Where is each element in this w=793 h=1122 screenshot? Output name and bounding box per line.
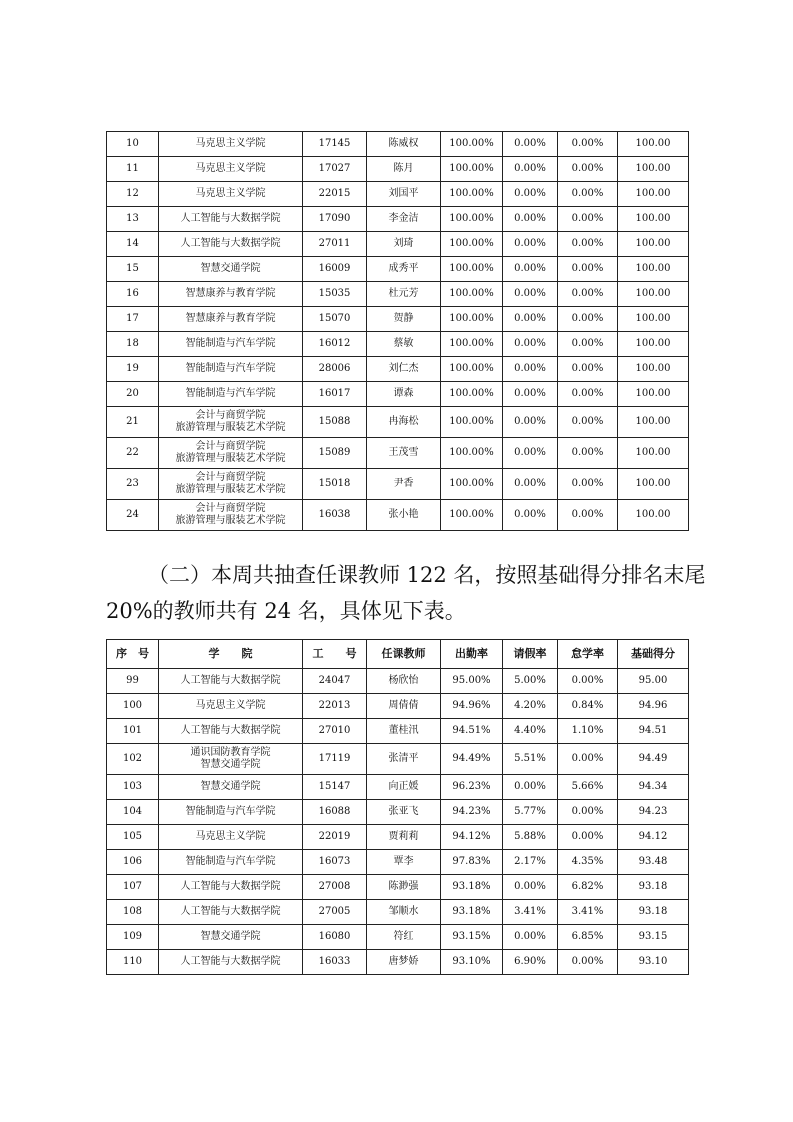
cell-leave-rate: 4.40% — [503, 719, 558, 744]
cell-leave-rate: 5.77% — [503, 800, 558, 825]
cell-teacher-name: 张亚飞 — [367, 800, 441, 825]
cell-teacher-name: 陈渺强 — [367, 875, 441, 900]
cell-teacher-name: 贺静 — [367, 307, 441, 332]
header-absence-rate: 怠学率 — [558, 640, 618, 669]
cell-absence-rate: 0.00% — [558, 382, 618, 407]
cell-teacher-name: 邹顺水 — [367, 900, 441, 925]
cell-serial-no: 11 — [107, 157, 159, 182]
cell-serial-no: 99 — [107, 669, 159, 694]
cell-leave-rate: 0.00% — [503, 207, 558, 232]
cell-base-score: 94.49 — [618, 744, 689, 775]
table-row — [107, 500, 689, 531]
cell-base-score: 100.00 — [618, 469, 689, 500]
cell-base-score: 94.23 — [618, 800, 689, 825]
table-row — [107, 719, 689, 744]
cell-attendance-rate: 93.10% — [441, 950, 503, 975]
cell-base-score: 100.00 — [618, 207, 689, 232]
cell-base-score: 93.48 — [618, 850, 689, 875]
cell-staff-id: 16088 — [303, 800, 367, 825]
cell-serial-no: 12 — [107, 182, 159, 207]
cell-teacher-name: 刘仁杰 — [367, 357, 441, 382]
cell-absence-rate: 0.00% — [558, 332, 618, 357]
college-line: 人工智能与大数据学院 — [180, 725, 281, 736]
table-row — [107, 438, 689, 469]
table-row — [107, 875, 689, 900]
cell-serial-no: 16 — [107, 282, 159, 307]
cell-serial-no: 108 — [107, 900, 159, 925]
cell-absence-rate: 6.82% — [558, 875, 618, 900]
cell-attendance-rate: 100.00% — [441, 469, 503, 500]
cell-attendance-rate: 100.00% — [441, 132, 503, 157]
cell-absence-rate: 0.00% — [558, 825, 618, 850]
cell-leave-rate: 0.00% — [503, 925, 558, 950]
cell-staff-id: 17027 — [303, 157, 367, 182]
cell-teacher-name: 谭森 — [367, 382, 441, 407]
cell-college — [159, 719, 303, 744]
cell-staff-id: 17145 — [303, 132, 367, 157]
cell-college — [159, 157, 303, 182]
cell-absence-rate: 0.00% — [558, 232, 618, 257]
cell-leave-rate: 0.00% — [503, 282, 558, 307]
cell-attendance-rate: 100.00% — [441, 382, 503, 407]
college-line: 会计与商贸学院 — [195, 472, 266, 483]
cell-staff-id: 27010 — [303, 719, 367, 744]
table-row — [107, 382, 689, 407]
table-row — [107, 825, 689, 850]
college-line: 旅游管理与服装艺术学院 — [175, 422, 286, 433]
table-row — [107, 357, 689, 382]
college-line: 智慧康养与教育学院 — [185, 313, 276, 324]
table-row — [107, 157, 689, 182]
college-line: 会计与商贸学院 — [195, 441, 266, 452]
cell-college — [159, 307, 303, 332]
cell-teacher-name: 陈威权 — [367, 132, 441, 157]
cell-teacher-name: 张清平 — [367, 744, 441, 775]
college-line: 智能制造与汽车学院 — [185, 363, 276, 374]
college-line: 智慧交通学院 — [200, 263, 261, 274]
cell-absence-rate: 0.00% — [558, 132, 618, 157]
cell-college — [159, 382, 303, 407]
cell-attendance-rate: 100.00% — [441, 332, 503, 357]
cell-college — [159, 407, 303, 438]
cell-teacher-name: 覃李 — [367, 850, 441, 875]
cell-staff-id: 17090 — [303, 207, 367, 232]
cell-teacher-name: 蔡敏 — [367, 332, 441, 357]
cell-attendance-rate: 100.00% — [441, 407, 503, 438]
cell-serial-no: 18 — [107, 332, 159, 357]
cell-serial-no: 17 — [107, 307, 159, 332]
teacher-table-bottom — [106, 639, 689, 975]
header-base-score: 基础得分 — [618, 640, 689, 669]
table-row — [107, 669, 689, 694]
cell-teacher-name: 刘国平 — [367, 182, 441, 207]
college-line: 旅游管理与服装艺术学院 — [175, 484, 286, 495]
cell-staff-id: 22013 — [303, 694, 367, 719]
cell-college — [159, 357, 303, 382]
college-line: 人工智能与大数据学院 — [180, 238, 281, 249]
cell-serial-no: 109 — [107, 925, 159, 950]
cell-staff-id: 27005 — [303, 900, 367, 925]
cell-teacher-name: 杨欣怡 — [367, 669, 441, 694]
cell-serial-no: 102 — [107, 744, 159, 775]
cell-staff-id: 27008 — [303, 875, 367, 900]
cell-teacher-name: 杜元芳 — [367, 282, 441, 307]
cell-attendance-rate: 100.00% — [441, 257, 503, 282]
cell-leave-rate: 5.00% — [503, 669, 558, 694]
cell-leave-rate: 0.00% — [503, 407, 558, 438]
cell-leave-rate: 6.90% — [503, 950, 558, 975]
cell-base-score: 100.00 — [618, 257, 689, 282]
cell-attendance-rate: 94.51% — [441, 719, 503, 744]
cell-base-score: 100.00 — [618, 332, 689, 357]
cell-absence-rate: 0.00% — [558, 307, 618, 332]
cell-college — [159, 282, 303, 307]
cell-staff-id: 17119 — [303, 744, 367, 775]
college-line: 人工智能与大数据学院 — [180, 956, 281, 967]
cell-staff-id: 22015 — [303, 182, 367, 207]
header-attendance-rate: 出勤率 — [441, 640, 503, 669]
cell-college — [159, 744, 303, 775]
college-line: 马克思主义学院 — [195, 138, 266, 149]
cell-leave-rate: 0.00% — [503, 307, 558, 332]
cell-staff-id: 16012 — [303, 332, 367, 357]
cell-absence-rate: 0.00% — [558, 469, 618, 500]
cell-base-score: 93.18 — [618, 875, 689, 900]
cell-leave-rate: 0.00% — [503, 232, 558, 257]
college-line: 智慧交通学院 — [200, 759, 261, 770]
teacher-table-top — [106, 131, 689, 531]
cell-college — [159, 800, 303, 825]
table-row — [107, 207, 689, 232]
cell-absence-rate: 0.00% — [558, 438, 618, 469]
cell-base-score: 100.00 — [618, 500, 689, 531]
college-line: 马克思主义学院 — [195, 163, 266, 174]
cell-absence-rate: 0.00% — [558, 257, 618, 282]
cell-staff-id: 15035 — [303, 282, 367, 307]
college-line: 马克思主义学院 — [195, 831, 266, 842]
cell-leave-rate: 0.00% — [503, 469, 558, 500]
cell-serial-no: 100 — [107, 694, 159, 719]
cell-base-score: 100.00 — [618, 438, 689, 469]
cell-attendance-rate: 100.00% — [441, 438, 503, 469]
cell-college — [159, 232, 303, 257]
cell-staff-id: 15018 — [303, 469, 367, 500]
cell-leave-rate: 0.00% — [503, 875, 558, 900]
cell-base-score: 100.00 — [618, 182, 689, 207]
table-row — [107, 744, 689, 775]
cell-college — [159, 182, 303, 207]
cell-attendance-rate: 100.00% — [441, 282, 503, 307]
cell-attendance-rate: 95.00% — [441, 669, 503, 694]
cell-staff-id: 15070 — [303, 307, 367, 332]
cell-absence-rate: 0.84% — [558, 694, 618, 719]
cell-leave-rate: 2.17% — [503, 850, 558, 875]
cell-teacher-name: 符红 — [367, 925, 441, 950]
college-line: 会计与商贸学院 — [195, 410, 266, 421]
cell-college — [159, 332, 303, 357]
cell-attendance-rate: 94.12% — [441, 825, 503, 850]
table-row — [107, 132, 689, 157]
cell-leave-rate: 0.00% — [503, 132, 558, 157]
cell-attendance-rate: 97.83% — [441, 850, 503, 875]
cell-college — [159, 500, 303, 531]
college-line: 智慧交通学院 — [200, 781, 261, 792]
cell-teacher-name: 李金洁 — [367, 207, 441, 232]
cell-absence-rate: 0.00% — [558, 800, 618, 825]
cell-teacher-name: 刘琦 — [367, 232, 441, 257]
table-row — [107, 775, 689, 800]
cell-serial-no: 22 — [107, 438, 159, 469]
header-serial-no: 序 号 — [107, 640, 159, 669]
summary-paragraph-line-1: （二）本周共抽查任课教师 122 名，按照基础得分排名末尾 — [148, 563, 706, 587]
college-line: 旅游管理与服装艺术学院 — [175, 453, 286, 464]
teacher-table-bottom-body — [107, 669, 689, 975]
cell-college — [159, 950, 303, 975]
cell-college — [159, 875, 303, 900]
cell-staff-id: 16033 — [303, 950, 367, 975]
cell-absence-rate: 1.10% — [558, 719, 618, 744]
table-row — [107, 232, 689, 257]
cell-leave-rate: 5.88% — [503, 825, 558, 850]
cell-leave-rate: 4.20% — [503, 694, 558, 719]
college-line: 智能制造与汽车学院 — [185, 388, 276, 399]
cell-teacher-name: 唐梦娇 — [367, 950, 441, 975]
table-row — [107, 694, 689, 719]
cell-college — [159, 669, 303, 694]
cell-base-score: 93.15 — [618, 925, 689, 950]
cell-staff-id: 22019 — [303, 825, 367, 850]
cell-college — [159, 850, 303, 875]
cell-leave-rate: 0.00% — [503, 357, 558, 382]
table-row — [107, 950, 689, 975]
cell-base-score: 100.00 — [618, 157, 689, 182]
cell-serial-no: 105 — [107, 825, 159, 850]
cell-attendance-rate: 94.96% — [441, 694, 503, 719]
college-line: 智能制造与汽车学院 — [185, 338, 276, 349]
cell-attendance-rate: 93.15% — [441, 925, 503, 950]
cell-staff-id: 16009 — [303, 257, 367, 282]
table-row — [107, 282, 689, 307]
table-row — [107, 850, 689, 875]
header-staff-id: 工 号 — [303, 640, 367, 669]
cell-leave-rate: 0.00% — [503, 257, 558, 282]
table-row — [107, 407, 689, 438]
cell-staff-id: 16038 — [303, 500, 367, 531]
table-row — [107, 332, 689, 357]
cell-leave-rate: 0.00% — [503, 157, 558, 182]
cell-absence-rate: 5.66% — [558, 775, 618, 800]
cell-absence-rate: 3.41% — [558, 900, 618, 925]
cell-serial-no: 20 — [107, 382, 159, 407]
cell-absence-rate: 0.00% — [558, 744, 618, 775]
college-line: 马克思主义学院 — [195, 700, 266, 711]
cell-teacher-name: 贾莉莉 — [367, 825, 441, 850]
teacher-table-top-body — [107, 132, 689, 531]
cell-college — [159, 694, 303, 719]
cell-absence-rate: 0.00% — [558, 282, 618, 307]
cell-serial-no: 24 — [107, 500, 159, 531]
table-row — [107, 800, 689, 825]
cell-teacher-name: 董桂汛 — [367, 719, 441, 744]
cell-college — [159, 775, 303, 800]
cell-staff-id: 16080 — [303, 925, 367, 950]
cell-base-score: 100.00 — [618, 132, 689, 157]
header-college: 学 院 — [159, 640, 303, 669]
cell-serial-no: 14 — [107, 232, 159, 257]
cell-leave-rate: 5.51% — [503, 744, 558, 775]
cell-base-score: 100.00 — [618, 382, 689, 407]
cell-teacher-name: 冉海松 — [367, 407, 441, 438]
cell-college — [159, 132, 303, 157]
cell-staff-id: 28006 — [303, 357, 367, 382]
cell-base-score: 94.12 — [618, 825, 689, 850]
cell-attendance-rate: 94.23% — [441, 800, 503, 825]
cell-absence-rate: 6.85% — [558, 925, 618, 950]
college-line: 人工智能与大数据学院 — [180, 675, 281, 686]
cell-attendance-rate: 100.00% — [441, 182, 503, 207]
cell-teacher-name: 陈月 — [367, 157, 441, 182]
cell-base-score: 94.96 — [618, 694, 689, 719]
table-row — [107, 469, 689, 500]
cell-college — [159, 257, 303, 282]
cell-base-score: 100.00 — [618, 232, 689, 257]
table-row — [107, 900, 689, 925]
cell-attendance-rate: 100.00% — [441, 157, 503, 182]
header-leave-rate: 请假率 — [503, 640, 558, 669]
cell-serial-no: 110 — [107, 950, 159, 975]
cell-staff-id: 27011 — [303, 232, 367, 257]
cell-serial-no: 101 — [107, 719, 159, 744]
cell-college — [159, 825, 303, 850]
cell-base-score: 93.10 — [618, 950, 689, 975]
cell-leave-rate: 0.00% — [503, 332, 558, 357]
cell-absence-rate: 0.00% — [558, 669, 618, 694]
cell-base-score: 100.00 — [618, 282, 689, 307]
cell-staff-id: 16017 — [303, 382, 367, 407]
cell-attendance-rate: 100.00% — [441, 232, 503, 257]
cell-absence-rate: 0.00% — [558, 500, 618, 531]
cell-staff-id: 15089 — [303, 438, 367, 469]
cell-absence-rate: 0.00% — [558, 182, 618, 207]
college-line: 会计与商贸学院 — [195, 503, 266, 514]
college-line: 马克思主义学院 — [195, 188, 266, 199]
cell-base-score: 100.00 — [618, 407, 689, 438]
college-line: 智能制造与汽车学院 — [185, 806, 276, 817]
cell-staff-id: 15088 — [303, 407, 367, 438]
cell-teacher-name: 王茂雪 — [367, 438, 441, 469]
cell-leave-rate: 0.00% — [503, 182, 558, 207]
cell-leave-rate: 0.00% — [503, 500, 558, 531]
cell-leave-rate: 0.00% — [503, 382, 558, 407]
cell-serial-no: 104 — [107, 800, 159, 825]
cell-attendance-rate: 94.49% — [441, 744, 503, 775]
cell-attendance-rate: 93.18% — [441, 875, 503, 900]
cell-staff-id: 24047 — [303, 669, 367, 694]
cell-base-score: 100.00 — [618, 357, 689, 382]
cell-serial-no: 19 — [107, 357, 159, 382]
cell-serial-no: 21 — [107, 407, 159, 438]
cell-serial-no: 23 — [107, 469, 159, 500]
college-line: 人工智能与大数据学院 — [180, 213, 281, 224]
table-row — [107, 307, 689, 332]
cell-absence-rate: 4.35% — [558, 850, 618, 875]
cell-base-score: 93.18 — [618, 900, 689, 925]
cell-absence-rate: 0.00% — [558, 357, 618, 382]
header-teacher: 任课教师 — [367, 640, 441, 669]
cell-serial-no: 13 — [107, 207, 159, 232]
cell-teacher-name: 尹香 — [367, 469, 441, 500]
cell-serial-no: 10 — [107, 132, 159, 157]
cell-attendance-rate: 100.00% — [441, 207, 503, 232]
college-line: 通识国防教育学院 — [190, 747, 271, 758]
cell-base-score: 94.34 — [618, 775, 689, 800]
cell-teacher-name: 成秀平 — [367, 257, 441, 282]
cell-attendance-rate: 100.00% — [441, 357, 503, 382]
college-line: 旅游管理与服装艺术学院 — [175, 515, 286, 526]
cell-college — [159, 925, 303, 950]
cell-college — [159, 438, 303, 469]
cell-staff-id: 15147 — [303, 775, 367, 800]
table-row — [107, 925, 689, 950]
cell-teacher-name: 张小艳 — [367, 500, 441, 531]
cell-leave-rate: 0.00% — [503, 775, 558, 800]
table-row — [107, 257, 689, 282]
cell-absence-rate: 0.00% — [558, 157, 618, 182]
cell-serial-no: 15 — [107, 257, 159, 282]
cell-leave-rate: 3.41% — [503, 900, 558, 925]
cell-absence-rate: 0.00% — [558, 407, 618, 438]
cell-serial-no: 103 — [107, 775, 159, 800]
cell-absence-rate: 0.00% — [558, 207, 618, 232]
cell-serial-no: 107 — [107, 875, 159, 900]
cell-teacher-name: 向正媛 — [367, 775, 441, 800]
college-line: 人工智能与大数据学院 — [180, 906, 281, 917]
cell-attendance-rate: 100.00% — [441, 307, 503, 332]
college-line: 人工智能与大数据学院 — [180, 881, 281, 892]
cell-attendance-rate: 93.18% — [441, 900, 503, 925]
table-header-row — [107, 640, 689, 669]
cell-staff-id: 16073 — [303, 850, 367, 875]
cell-base-score: 95.00 — [618, 669, 689, 694]
table-row — [107, 182, 689, 207]
college-line: 智能制造与汽车学院 — [185, 856, 276, 867]
cell-college — [159, 900, 303, 925]
college-line: 智慧康养与教育学院 — [185, 288, 276, 299]
cell-absence-rate: 0.00% — [558, 950, 618, 975]
cell-college — [159, 469, 303, 500]
cell-college — [159, 207, 303, 232]
cell-teacher-name: 周倩倩 — [367, 694, 441, 719]
college-line: 智慧交通学院 — [200, 931, 261, 942]
cell-attendance-rate: 96.23% — [441, 775, 503, 800]
cell-serial-no: 106 — [107, 850, 159, 875]
summary-paragraph-line-2: 20%的教师共有 24 名，具体见下表。 — [106, 599, 466, 623]
cell-attendance-rate: 100.00% — [441, 500, 503, 531]
cell-base-score: 94.51 — [618, 719, 689, 744]
cell-leave-rate: 0.00% — [503, 438, 558, 469]
cell-base-score: 100.00 — [618, 307, 689, 332]
